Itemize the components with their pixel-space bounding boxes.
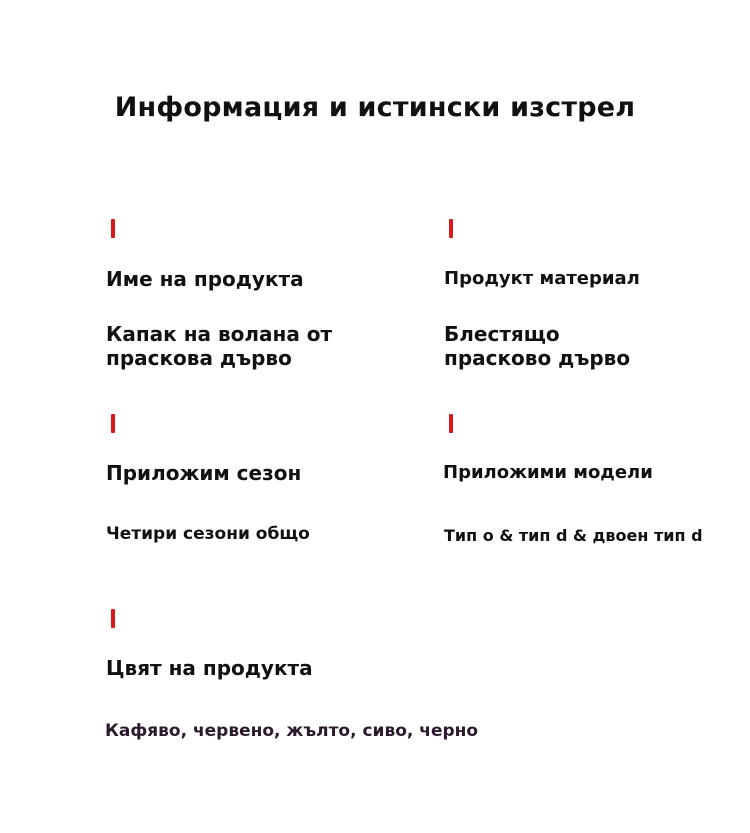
spec-label: Име на продукта bbox=[106, 267, 304, 291]
spec-value: Четири сезони общо bbox=[106, 524, 310, 544]
spec-value-line: прасково дърво bbox=[444, 346, 631, 370]
page-title: Информация и истински изстрел bbox=[114, 92, 636, 123]
spec-value: Кафяво, червено, жълто, сиво, черно bbox=[105, 721, 479, 741]
accent-marker bbox=[449, 414, 453, 433]
spec-label: Приложим сезон bbox=[106, 461, 302, 485]
accent-marker bbox=[111, 609, 115, 628]
spec-value bbox=[106, 322, 332, 370]
spec-label: Продукт материал bbox=[444, 268, 640, 289]
spec-label: Приложими модели bbox=[443, 462, 653, 483]
accent-marker bbox=[449, 219, 453, 238]
spec-label: Цвят на продукта bbox=[106, 656, 313, 680]
spec-value-line: праскова дърво bbox=[106, 346, 292, 370]
spec-value: Тип o & тип d & двоен тип d bbox=[444, 526, 703, 545]
spec-value-line: Капак на волана от bbox=[106, 322, 333, 346]
spec-value bbox=[444, 322, 630, 370]
accent-marker bbox=[111, 414, 115, 433]
accent-marker bbox=[111, 219, 115, 238]
spec-value-line: Блестящо bbox=[444, 322, 560, 346]
